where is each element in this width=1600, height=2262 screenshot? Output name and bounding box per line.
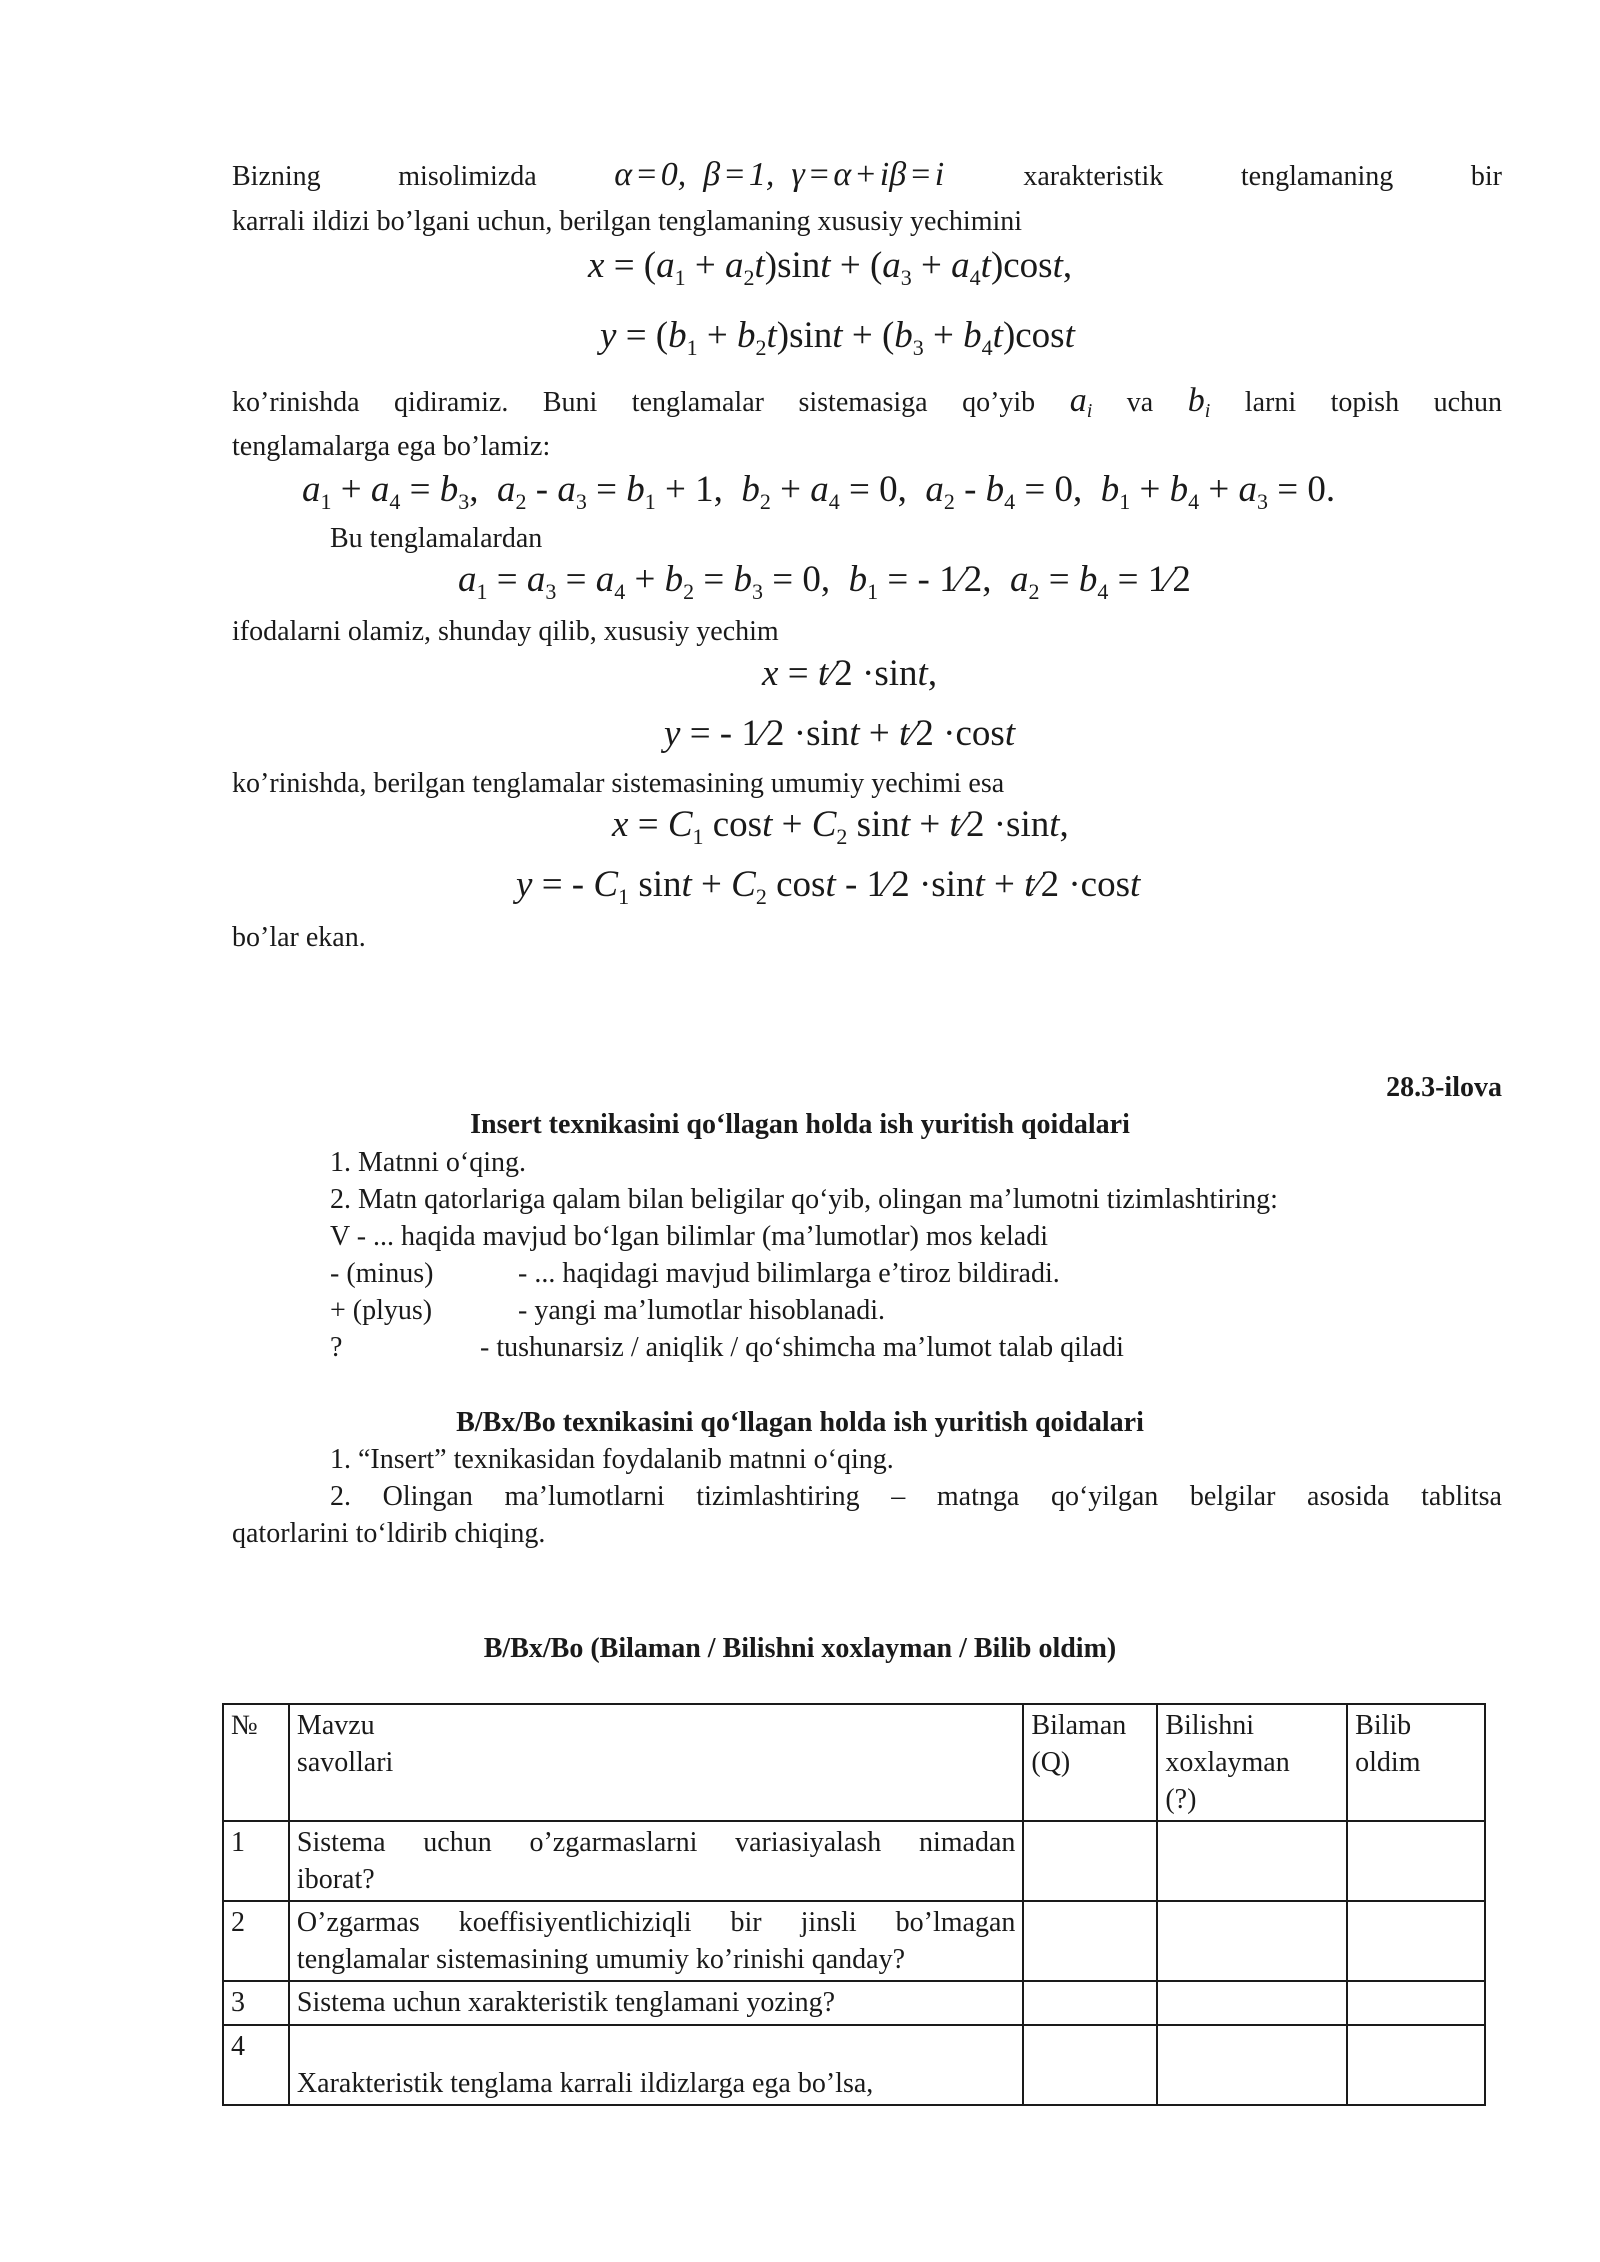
row-number: 3 (223, 1981, 289, 2025)
header-learned-line-1: Bilib (1355, 1710, 1412, 1741)
row-question-line-2: Xarakteristik tenglama karrali ildizlarga ega bo’lsa, (296, 2068, 874, 2099)
row-cell-learned[interactable] (1347, 1901, 1485, 1981)
search-text-b: larni topish uchun (1244, 387, 1503, 418)
header-learned (1347, 1704, 1485, 1821)
row-question (289, 1901, 1023, 1981)
bbx-item-2-cont: qatorlarini to‘ldirib chiqing. (232, 1518, 546, 1549)
plus-symbol: + (plyus) (330, 1295, 433, 1326)
formula-y-form: $y = (b_1 + b_2t)\sin t + (b_3 + b_4t)\cos t$ (600, 315, 1075, 360)
table-row (223, 1981, 1485, 2025)
row-question-line-1: Sistema uchun o’zgarmaslarni variasiyalash nimadan (296, 1827, 1016, 1858)
appendix-label: 28.3-ilova (1386, 1072, 1502, 1103)
header-topic-line-2: savollari (296, 1747, 394, 1778)
bu-line: Bu tenglamalardan (330, 523, 543, 554)
bbx-item-2: 2. Olingan ma’lumotlarni tizimlashtiring – matnga qo‘yilgan belgilar asosida tablitsa (330, 1481, 1502, 1512)
row-number: 1 (223, 1821, 289, 1901)
intro-text-1: Bizning misolimizda (232, 161, 537, 192)
intro-line-2: karrali ildizi bo’lgani uchun, berilgan tenglamaning xususiy yechimini (232, 206, 1023, 237)
row-cell-learned[interactable] (1347, 2025, 1485, 2105)
row-question (289, 1821, 1023, 1901)
intro-text-2: xarakteristik tenglamaning bir (1023, 161, 1503, 192)
table-row (223, 1901, 1485, 1981)
question-symbol: ? (330, 1332, 343, 1363)
header-know-line-2: (Q) (1031, 1747, 1071, 1778)
intro-equation: α = 0, β = 1, γ = α + iβ = i (614, 156, 1024, 193)
header-want-line-1: Bilishni (1165, 1710, 1255, 1741)
row-cell-learned[interactable] (1347, 1981, 1485, 2025)
bbx-item-1: 1. “Insert” texnikasidan foydalanib matnni o‘qing. (330, 1444, 894, 1475)
row-cell-want[interactable] (1157, 1821, 1347, 1901)
minus-symbol: - (minus) (330, 1258, 434, 1289)
var-bi: $b_i$ (1187, 382, 1211, 422)
row-cell-want[interactable] (1157, 1901, 1347, 1981)
header-want-line-2: xoxlayman (1165, 1747, 1290, 1778)
row-cell-know[interactable] (1023, 1981, 1157, 2025)
formula-y-general: y = - $C_1$ $\sin t + C_2$ cost - 1∕2 ·sint + t∕2 ·cost (516, 864, 1141, 909)
var-ai: $a_i$ (1069, 382, 1093, 422)
va-word: va (1126, 387, 1154, 418)
ifodalarni-line: ifodalarni olamiz, shunday qilib, xususiy yechim (232, 616, 779, 647)
bolar-line: bo’lar ekan. (232, 922, 366, 953)
tenglamalarga-line: tenglamalarga ega bo’lamiz: (232, 431, 551, 462)
bbx-title: B/Bx/Bo texnikasini qo‘llagan holda ish yuritish qoidalari (456, 1407, 1144, 1438)
row-question (289, 1981, 1023, 2025)
row-number: 4 (223, 2025, 289, 2105)
table-row (223, 2025, 1485, 2105)
header-want (1157, 1704, 1347, 1821)
header-topic-line-1: Mavzu (296, 1710, 375, 1741)
table-title: B/Bx/Bo (Bilaman / Bilishni xoxlayman / Bilib oldim) (483, 1633, 1117, 1664)
row-cell-know[interactable] (1023, 2025, 1157, 2105)
header-topic (289, 1704, 1023, 1821)
formula-x-form: $x = (a_1 + a_2t)\sin t + (a_3 + a_4t)\cos t$, (588, 245, 1073, 290)
row-question-line-2: tenglamalar sistemasining umumiy ko’rinishi qanday? (296, 1944, 906, 1975)
search-line (232, 383, 1502, 421)
formula-solution: $a_1 = a_3 = a_4 + b_2 = b_3 = 0$, $b_1$ = - 1∕2, $a_2 = b_4$ = 1∕2 (458, 559, 1191, 604)
header-learned-line-2: oldim (1355, 1747, 1421, 1778)
row-question-line-1: Sistema uchun xarakteristik tenglamani yozing? (296, 1987, 835, 2018)
row-cell-learned[interactable] (1347, 1821, 1485, 1901)
row-cell-know[interactable] (1023, 1901, 1157, 1981)
table-header-row (223, 1704, 1485, 1821)
header-number: № (223, 1704, 289, 1821)
row-cell-want[interactable] (1157, 2025, 1347, 2105)
insert-item-1: 1. Matnni o‘qing. (330, 1147, 526, 1178)
insert-item-3: V - ... haqida mavjud bo‘lgan bilimlar (ma’lumotlar) mos keladi (330, 1221, 1048, 1252)
formula-x-general: $x = C_1$ $\cos t + C_2$ sint + t∕2 ·sint, (612, 804, 1069, 849)
row-question-line-2: iborat? (296, 1864, 375, 1895)
search-text-a: ko’rinishda qidiramiz. Buni tenglamalar sistemasiga qo’yib (232, 387, 1036, 418)
row-number: 2 (223, 1901, 289, 1981)
bbx-table (222, 1703, 1486, 2106)
row-question-line-1: O’zgarmas koeffisiyentlichiziqli bir jinsli bo’lmagan (296, 1907, 1016, 1938)
insert-item-2: 2. Matn qatorlariga qalam bilan beligilar qo‘yib, olingan ma’lumotni tizimlashtiring: (330, 1184, 1278, 1215)
formula-system: $a_1 + a_4 = b_3$, $a_2 - a_3 = b_1 + 1$, $b_2 + a_4 = 0$, $a_2 - b_4 = 0$, $b_1 + b_4 + a_3 = 0$. (302, 469, 1336, 514)
header-want-line-3: (?) (1165, 1784, 1197, 1815)
row-question (289, 2025, 1023, 2105)
header-know-line-1: Bilaman (1031, 1710, 1127, 1741)
insert-title: Insert texnikasini qo‘llagan holda ish yuritish qoidalari (470, 1109, 1130, 1140)
formula-x-particular: x = t∕2 ·sint, (762, 653, 938, 694)
question-description: - tushunarsiz / aniqlik / qo‘shimcha ma’lumot talab qiladi (480, 1332, 1124, 1363)
row-question-line-1 (297, 2028, 1015, 2065)
korinishda-line: ko’rinishda, berilgan tenglamalar sistemasining umumiy yechimi esa (232, 768, 1005, 799)
formula-y-particular: y = - 1∕2 ·sint + t∕2 ·cost (664, 713, 1016, 754)
minus-description: - ... haqidagi mavjud bilimlarga e’tiroz bildiradi. (518, 1258, 1060, 1289)
table-row (223, 1821, 1485, 1901)
header-know (1023, 1704, 1157, 1821)
row-cell-want[interactable] (1157, 1981, 1347, 2025)
plus-description: - yangi ma’lumotlar hisoblanadi. (518, 1295, 886, 1326)
intro-line-1 (232, 157, 1502, 195)
row-cell-know[interactable] (1023, 1821, 1157, 1901)
